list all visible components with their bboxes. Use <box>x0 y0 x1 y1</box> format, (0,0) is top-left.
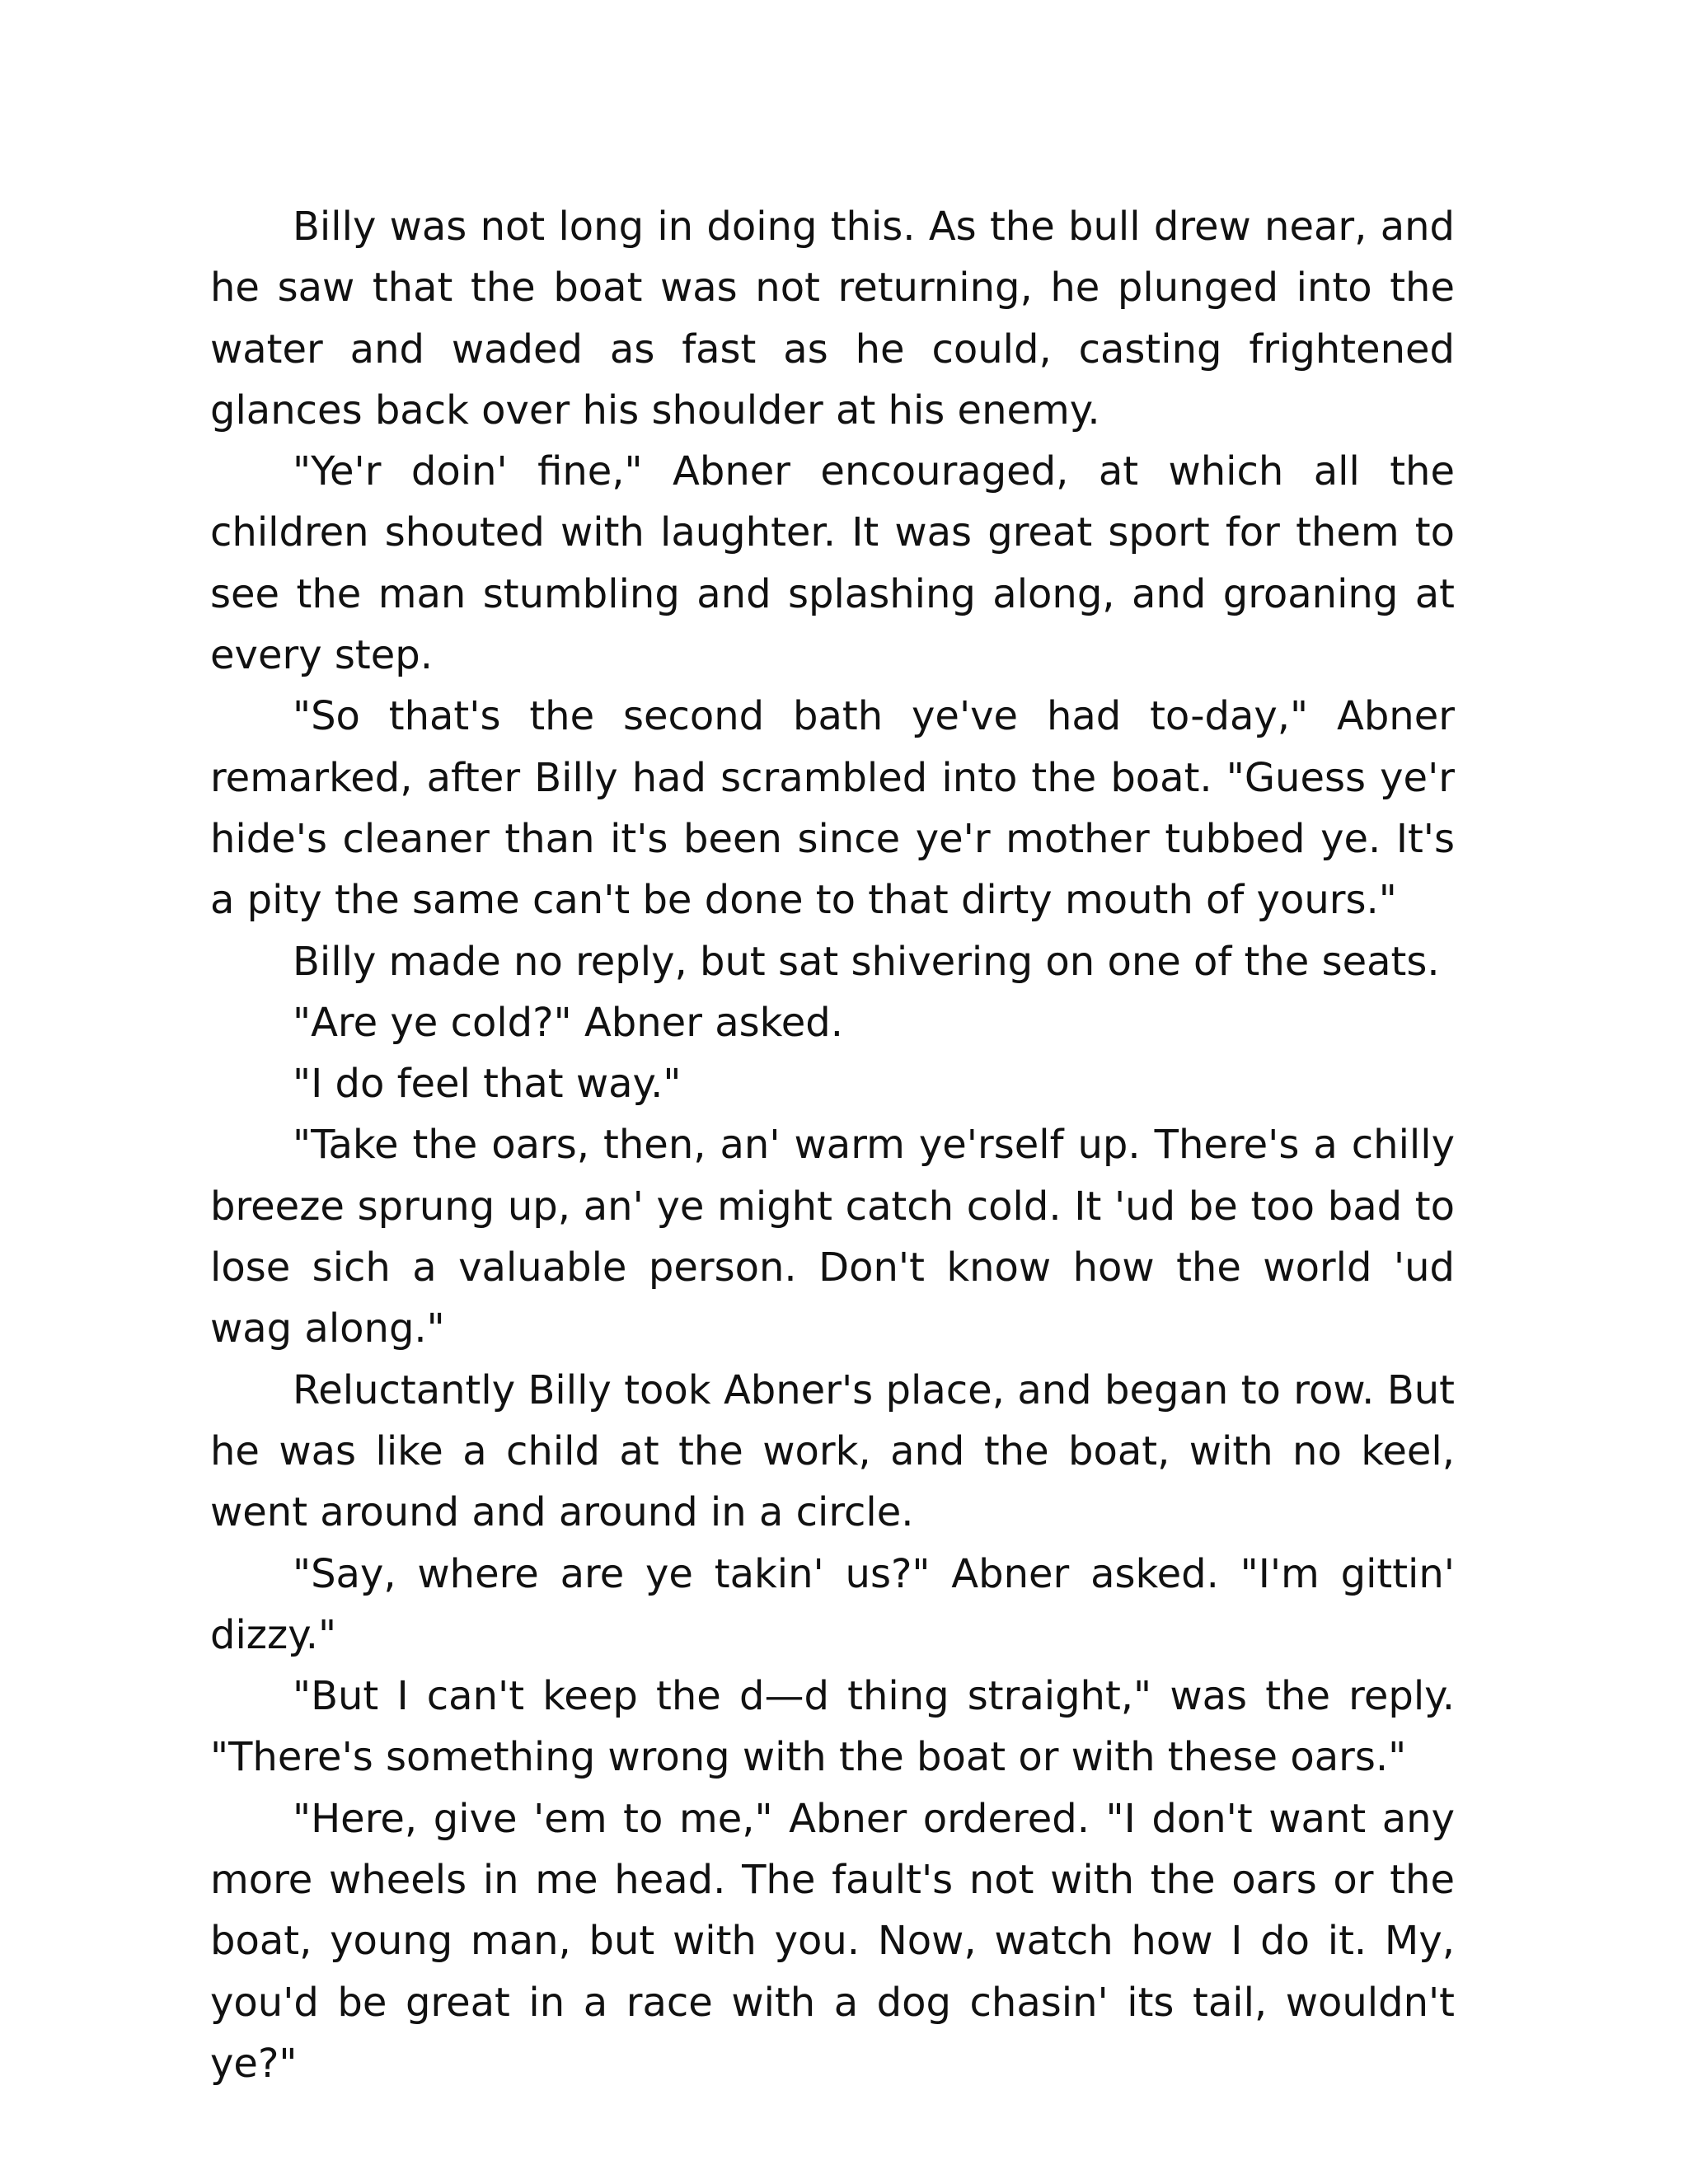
paragraph: Billy made no reply, but sat shivering on one of the seats. <box>293 938 1440 985</box>
paragraph: "Say, where are ye takin' us?" Abner asked. "I'm gittin' dizzy." <box>210 1550 1455 1658</box>
paragraph: "But I can't keep the d—d thing straight," was the reply. "There's something wrong with the boat or with these oars." <box>210 1673 1455 1781</box>
paragraph: "Ye'r doin' fine," Abner encouraged, at which all the children shouted with laughter. It was great sport for them to see the man stumbling and splashing along, and groaning at every step. <box>210 448 1455 679</box>
paragraph: Reluctantly Billy took Abner's place, and began to row. But he was like a child at the work, and the boat, with no keel, went around and around in a circle. <box>210 1366 1455 1536</box>
paragraph: Billy was not long in doing this. As the bull drew near, and he saw that the boat was not returning, he plunged into the water and waded as fast as he could, casting frightened glances back over his shoulder at his enemy. <box>210 204 1455 434</box>
paragraph: "Here, give 'em to me," Abner ordered. "I don't want any more wheels in me head. The fault's not with the oars or the boat, young man, but with you. Now, watch how I do it. My, you'd be great in a race with a dog chasin' its tail, wouldn't ye?" <box>210 1795 1455 2087</box>
paragraph: "So that's the second bath ye've had to-day," Abner remarked, after Billy had scrambled into the boat. "Guess ye'r hide's cleaner than it's been since ye'r mother tubbed ye. It's a pity the same can't be done to that dirty mouth of yours." <box>210 693 1455 924</box>
paragraph: "I do feel that way." <box>293 1061 682 1108</box>
paragraph: "Are ye cold?" Abner asked. <box>293 999 843 1046</box>
paragraph: "Take the oars, then, an' warm ye'rself up. There's a chilly breeze sprung up, an' ye might catch cold. It 'ud be too bad to lose sich a valuable person. Don't know how the world 'ud wag along." <box>210 1122 1455 1352</box>
document-page <box>210 196 1455 2094</box>
